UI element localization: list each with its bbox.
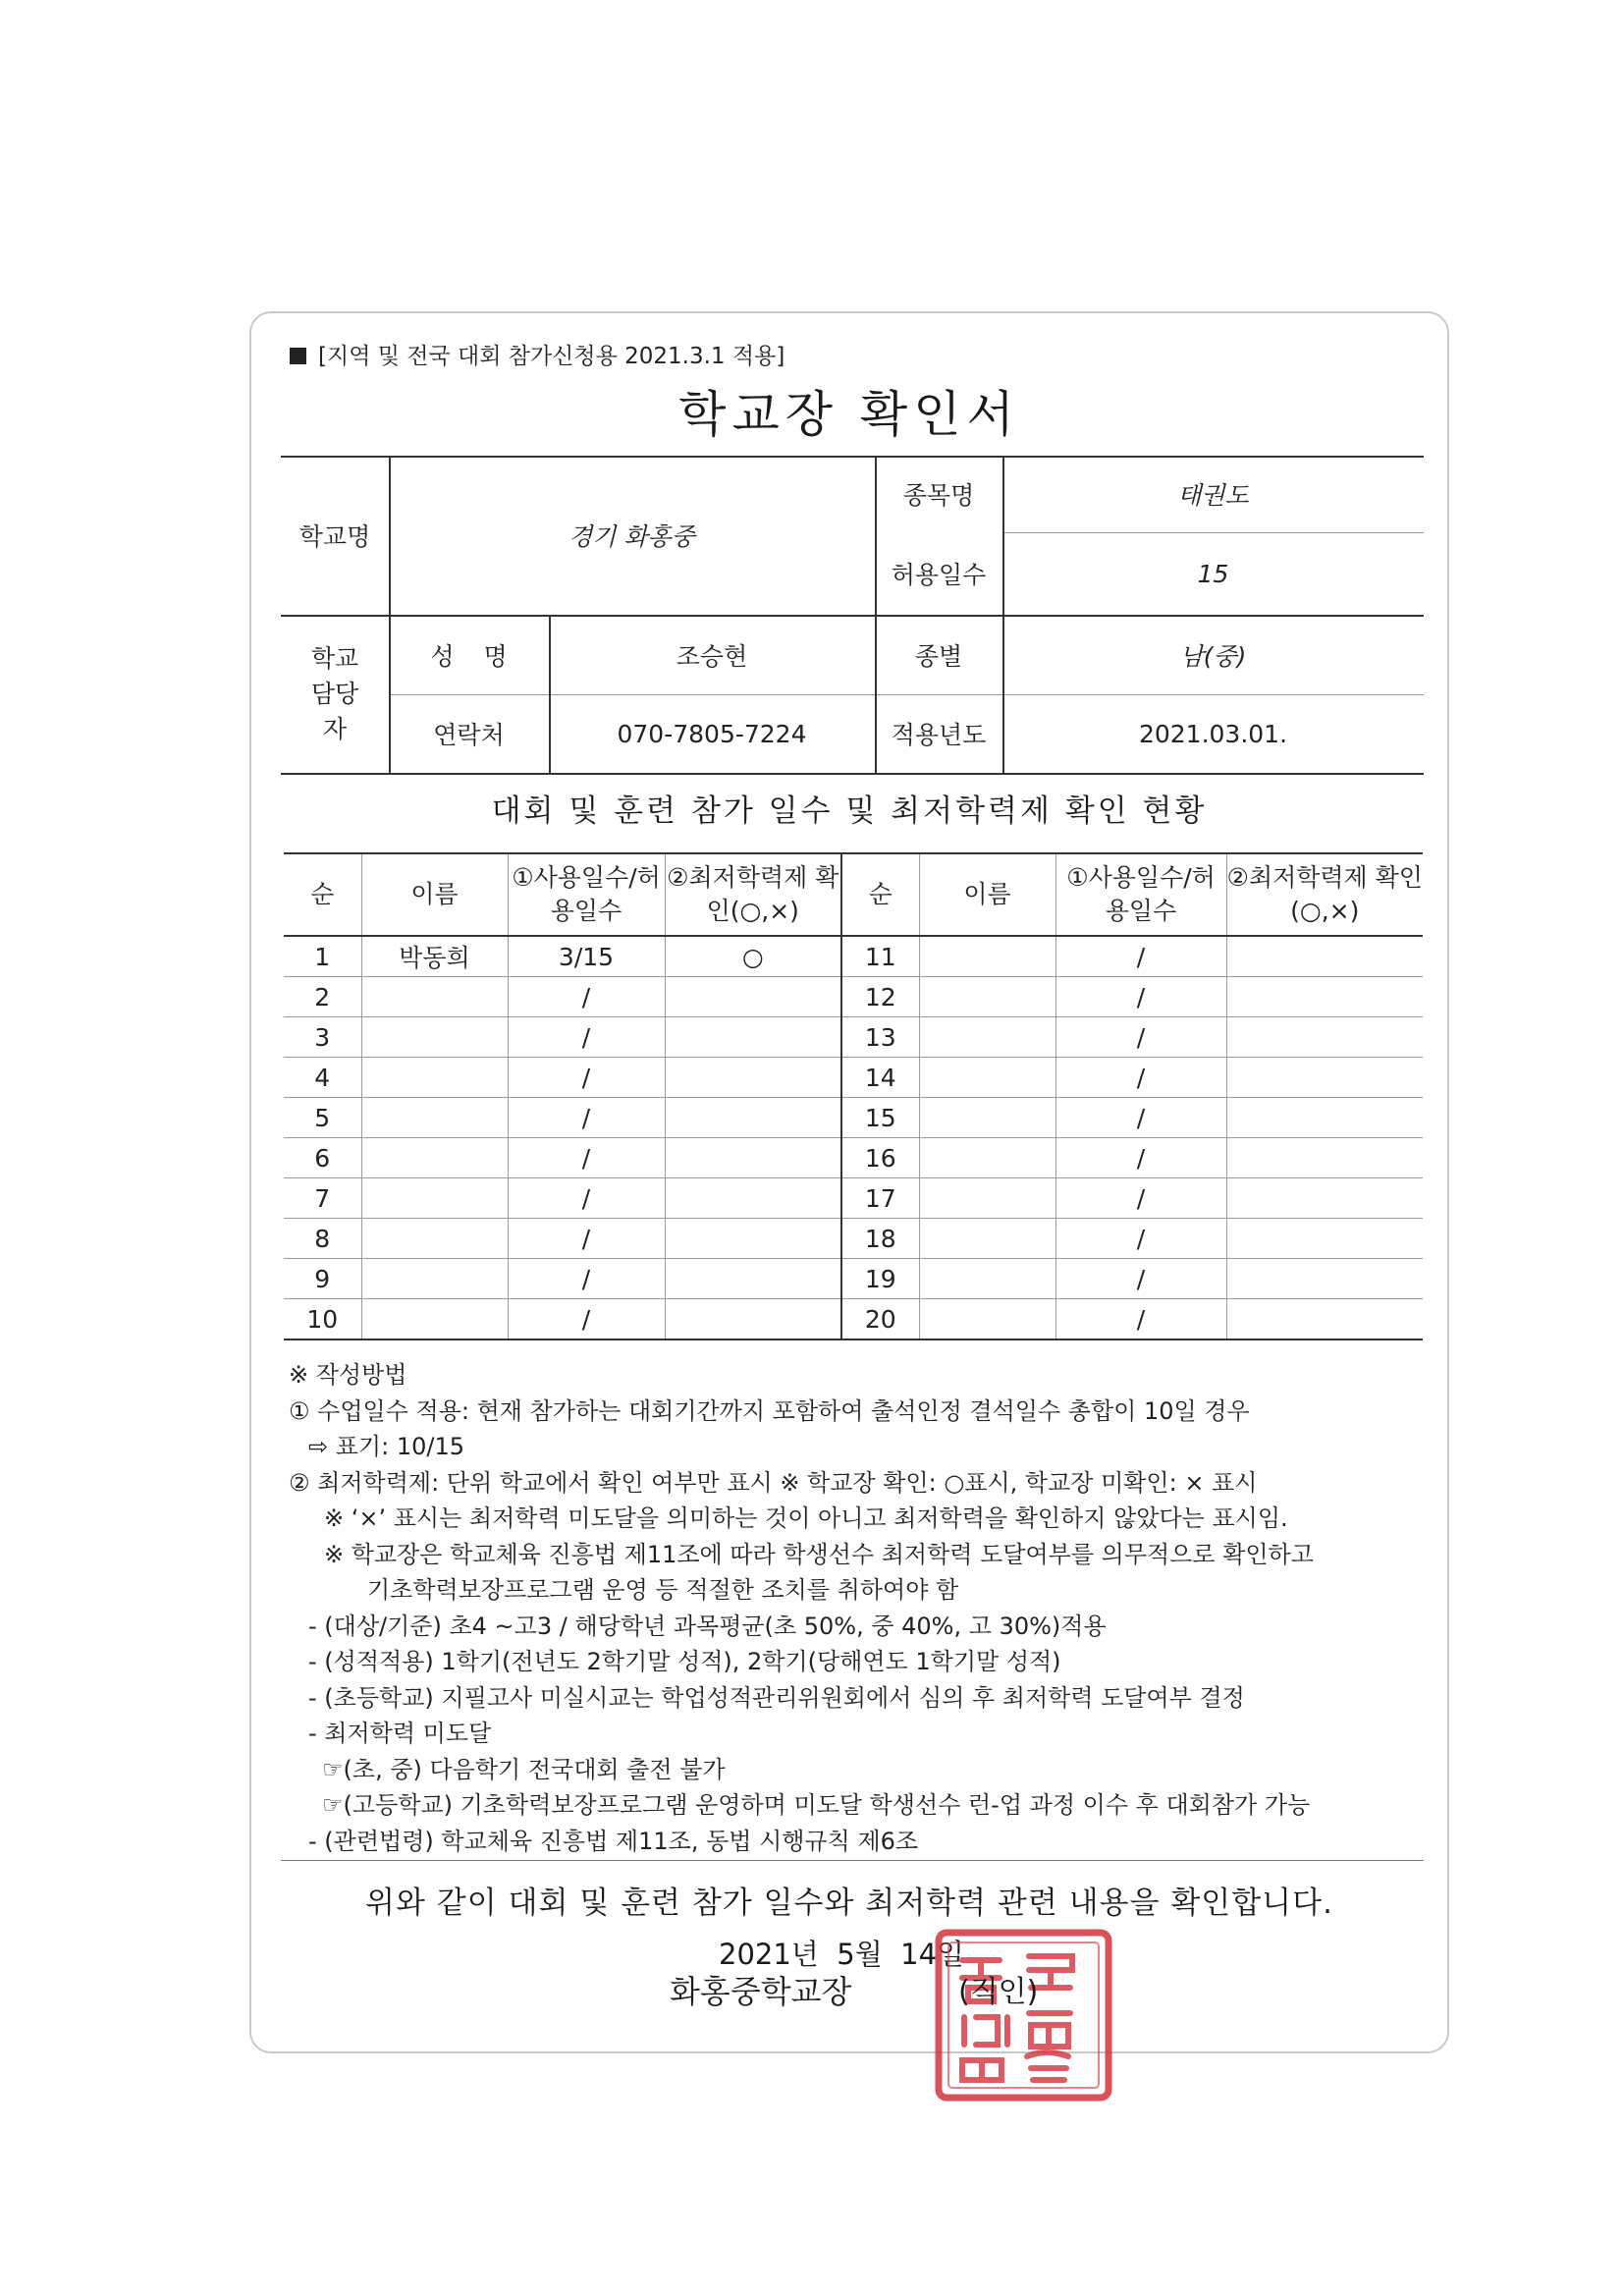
student-name bbox=[919, 1098, 1055, 1138]
row-number: 17 bbox=[841, 1178, 919, 1219]
note-line: ⇨ 표기: 10/15 bbox=[308, 1433, 464, 1460]
manager-label: 학교 담당자 bbox=[310, 643, 359, 743]
row-number: 20 bbox=[841, 1299, 919, 1340]
days-used: / bbox=[508, 1259, 665, 1299]
days-used: / bbox=[508, 1299, 665, 1340]
table-row bbox=[284, 1017, 1423, 1058]
student-name bbox=[919, 1017, 1055, 1058]
contact-value: 070-7805-7224 bbox=[617, 719, 807, 748]
row-number: 7 bbox=[284, 1178, 361, 1219]
academic-check bbox=[1226, 1259, 1423, 1299]
academic-check bbox=[1226, 936, 1423, 977]
note-line: - (초등학교) 지필고사 미실시교는 학업성적관리위원회에서 심의 후 최저학력 도달여부 결정 bbox=[308, 1683, 1245, 1712]
academic-check bbox=[665, 1259, 841, 1299]
year-value: 2021.03.01. bbox=[1138, 719, 1288, 748]
col-header-no: 순 bbox=[284, 853, 361, 936]
student-name bbox=[361, 1017, 508, 1058]
row-number: 16 bbox=[841, 1138, 919, 1178]
row-number: 15 bbox=[841, 1098, 919, 1138]
school-name-label: 학교명 bbox=[298, 522, 371, 551]
days-used: / bbox=[1055, 1259, 1226, 1299]
days-used: / bbox=[1055, 1058, 1226, 1098]
days-used: / bbox=[508, 1178, 665, 1219]
days-used: / bbox=[508, 1219, 665, 1259]
days-used: / bbox=[508, 1098, 665, 1138]
row-number: 5 bbox=[284, 1098, 361, 1138]
days-used: / bbox=[1055, 936, 1226, 977]
note-line: ① 수업일수 적용: 현재 참가하는 대회기간까지 포함하여 출석인정 결석일수 총합이 10일 경우 bbox=[289, 1396, 1250, 1425]
participation-table bbox=[284, 852, 1423, 1340]
seal-label: (직인) bbox=[958, 1975, 1039, 2009]
academic-check bbox=[665, 1299, 841, 1340]
row-number: 10 bbox=[284, 1299, 361, 1340]
row-number: 13 bbox=[841, 1017, 919, 1058]
row-number: 9 bbox=[284, 1259, 361, 1299]
col-header-check-2: ②최저학력제 확인(○,×) bbox=[1226, 853, 1423, 936]
table-row bbox=[284, 1098, 1423, 1138]
gender-label: 종별 bbox=[914, 641, 963, 671]
student-name bbox=[919, 1219, 1055, 1259]
student-name bbox=[919, 1138, 1055, 1178]
table-row bbox=[284, 1299, 1423, 1340]
col-header-no-2: 순 bbox=[841, 853, 919, 936]
table-row bbox=[284, 1138, 1423, 1178]
note-line: ☞(고등학교) 기초학력보장프로그램 운영하며 미도달 학생선수 런-업 과정 이수 후 대회참가 가능 bbox=[322, 1791, 1311, 1819]
student-name bbox=[919, 936, 1055, 977]
official-seal-icon bbox=[933, 1927, 1114, 2104]
student-name bbox=[919, 1058, 1055, 1098]
col-header-check: ②최저학력제 확인(○,×) bbox=[665, 853, 841, 936]
table-row bbox=[284, 1259, 1423, 1299]
days-used: / bbox=[508, 1017, 665, 1058]
divider bbox=[281, 1860, 1424, 1861]
square-bullet-icon bbox=[290, 348, 306, 364]
note-line: ※ ‘×’ 표시는 최저학력 미도달을 의미하는 것이 아니고 최저학력을 확인하지 않았다는 표시임. bbox=[324, 1504, 1288, 1532]
row-number: 12 bbox=[841, 977, 919, 1017]
academic-check bbox=[1226, 1219, 1423, 1259]
student-name bbox=[919, 1259, 1055, 1299]
principal-name: 화홍중학교장 bbox=[670, 1973, 852, 2010]
signature-date: 2021년 5월 14일 bbox=[719, 1938, 965, 1971]
student-name bbox=[361, 1299, 508, 1340]
academic-check bbox=[1226, 1017, 1423, 1058]
academic-check bbox=[665, 1178, 841, 1219]
page-title: 학교장 확인서 bbox=[678, 386, 1020, 443]
sport-value: 태권도 bbox=[1177, 481, 1249, 510]
row-number: 19 bbox=[841, 1259, 919, 1299]
academic-check bbox=[1226, 1178, 1423, 1219]
academic-check bbox=[1226, 1058, 1423, 1098]
gender-value: 남(중) bbox=[1179, 641, 1247, 671]
allowed-days-value: 15 bbox=[1197, 559, 1229, 588]
form-header-text: [지역 및 전국 대회 참가신청용 2021.3.1 적용] bbox=[318, 344, 785, 369]
student-name bbox=[919, 1178, 1055, 1219]
note-line: - (성적적용) 1학기(전년도 2학기말 성적), 2학기(당해연도 1학기말 성적) bbox=[308, 1648, 1061, 1675]
year-label: 적용년도 bbox=[891, 721, 987, 749]
days-used: / bbox=[1055, 1299, 1226, 1340]
school-info-table bbox=[281, 456, 1424, 775]
days-used: / bbox=[508, 1138, 665, 1178]
table-row bbox=[284, 936, 1423, 977]
academic-check bbox=[665, 1098, 841, 1138]
student-name bbox=[361, 1138, 508, 1178]
days-used: / bbox=[1055, 977, 1226, 1017]
allowed-days-label: 허용일수 bbox=[891, 561, 987, 589]
student-name: 박동희 bbox=[361, 936, 508, 977]
note-line: ② 최저학력제: 단위 학교에서 확인 여부만 표시 ※ 학교장 확인: ○표시, 학교장 미확인: × 표시 bbox=[289, 1468, 1258, 1497]
days-used: / bbox=[1055, 1138, 1226, 1178]
student-name bbox=[919, 1299, 1055, 1340]
row-number: 1 bbox=[284, 936, 361, 977]
academic-check: ○ bbox=[665, 936, 841, 977]
academic-check bbox=[665, 977, 841, 1017]
days-used: / bbox=[508, 1058, 665, 1098]
col-header-name-2: 이름 bbox=[919, 853, 1055, 936]
note-line: - (대상/기준) 초4 ~고3 / 해당학년 과목평균(초 50%, 중 40%, 고 30%)적용 bbox=[308, 1612, 1107, 1640]
form-header bbox=[290, 338, 784, 370]
sport-label: 종목명 bbox=[902, 481, 975, 510]
days-used: / bbox=[1055, 1017, 1226, 1058]
academic-check bbox=[665, 1017, 841, 1058]
col-header-name: 이름 bbox=[361, 853, 508, 936]
confirmation-text: 위와 같이 대회 및 훈련 참가 일수와 최저학력 관련 내용을 확인합니다. bbox=[365, 1886, 1333, 1921]
row-number: 4 bbox=[284, 1058, 361, 1098]
days-used: / bbox=[1055, 1098, 1226, 1138]
note-line: 기초학력보장프로그램 운영 등 적절한 조치를 취하여야 함 bbox=[367, 1576, 959, 1604]
academic-check bbox=[1226, 1098, 1423, 1138]
days-used: 3/15 bbox=[508, 936, 665, 977]
note-line: - 최저학력 미도달 bbox=[308, 1720, 492, 1747]
name-label: 성 명 bbox=[430, 641, 508, 671]
row-number: 6 bbox=[284, 1138, 361, 1178]
student-name bbox=[361, 1098, 508, 1138]
row-number: 3 bbox=[284, 1017, 361, 1058]
note-line: ※ 학교장은 학교체육 진흥법 제11조에 따라 학생선수 최저학력 도달여부를 의무적으로 확인하고 bbox=[324, 1540, 1314, 1568]
academic-check bbox=[665, 1058, 841, 1098]
name-value: 조승현 bbox=[676, 641, 748, 671]
table-row bbox=[284, 1058, 1423, 1098]
academic-check bbox=[1226, 1299, 1423, 1340]
days-used: / bbox=[1055, 1219, 1226, 1259]
section-title: 대회 및 훈련 참가 일수 및 최저학력제 확인 현황 bbox=[491, 793, 1208, 829]
contact-label: 연락처 bbox=[433, 721, 505, 749]
school-name-value: 경기 화홍중 bbox=[568, 522, 695, 551]
col-header-days-2: ①사용일수/허용일수 bbox=[1055, 853, 1226, 936]
student-name bbox=[361, 1178, 508, 1219]
student-name bbox=[361, 1219, 508, 1259]
days-used: / bbox=[1055, 1178, 1226, 1219]
col-header-days: ①사용일수/허용일수 bbox=[508, 853, 665, 936]
student-name bbox=[361, 977, 508, 1017]
student-name bbox=[361, 1259, 508, 1299]
academic-check bbox=[1226, 977, 1423, 1017]
student-name bbox=[361, 1058, 508, 1098]
academic-check bbox=[665, 1219, 841, 1259]
note-heading: ※ 작성방법 bbox=[289, 1361, 407, 1389]
academic-check bbox=[665, 1138, 841, 1178]
table-row bbox=[284, 1219, 1423, 1259]
days-used: / bbox=[508, 977, 665, 1017]
table-row bbox=[284, 977, 1423, 1017]
row-number: 11 bbox=[841, 936, 919, 977]
row-number: 2 bbox=[284, 977, 361, 1017]
row-number: 18 bbox=[841, 1219, 919, 1259]
academic-check bbox=[1226, 1138, 1423, 1178]
note-line: - (관련법령) 학교체육 진흥법 제11조, 동법 시행규칙 제6조 bbox=[308, 1827, 919, 1855]
table-row bbox=[284, 1178, 1423, 1219]
row-number: 14 bbox=[841, 1058, 919, 1098]
student-name bbox=[919, 977, 1055, 1017]
row-number: 8 bbox=[284, 1219, 361, 1259]
instructions bbox=[289, 1357, 1437, 1859]
note-line: ☞(초, 중) 다음학기 전국대회 출전 불가 bbox=[322, 1755, 726, 1783]
